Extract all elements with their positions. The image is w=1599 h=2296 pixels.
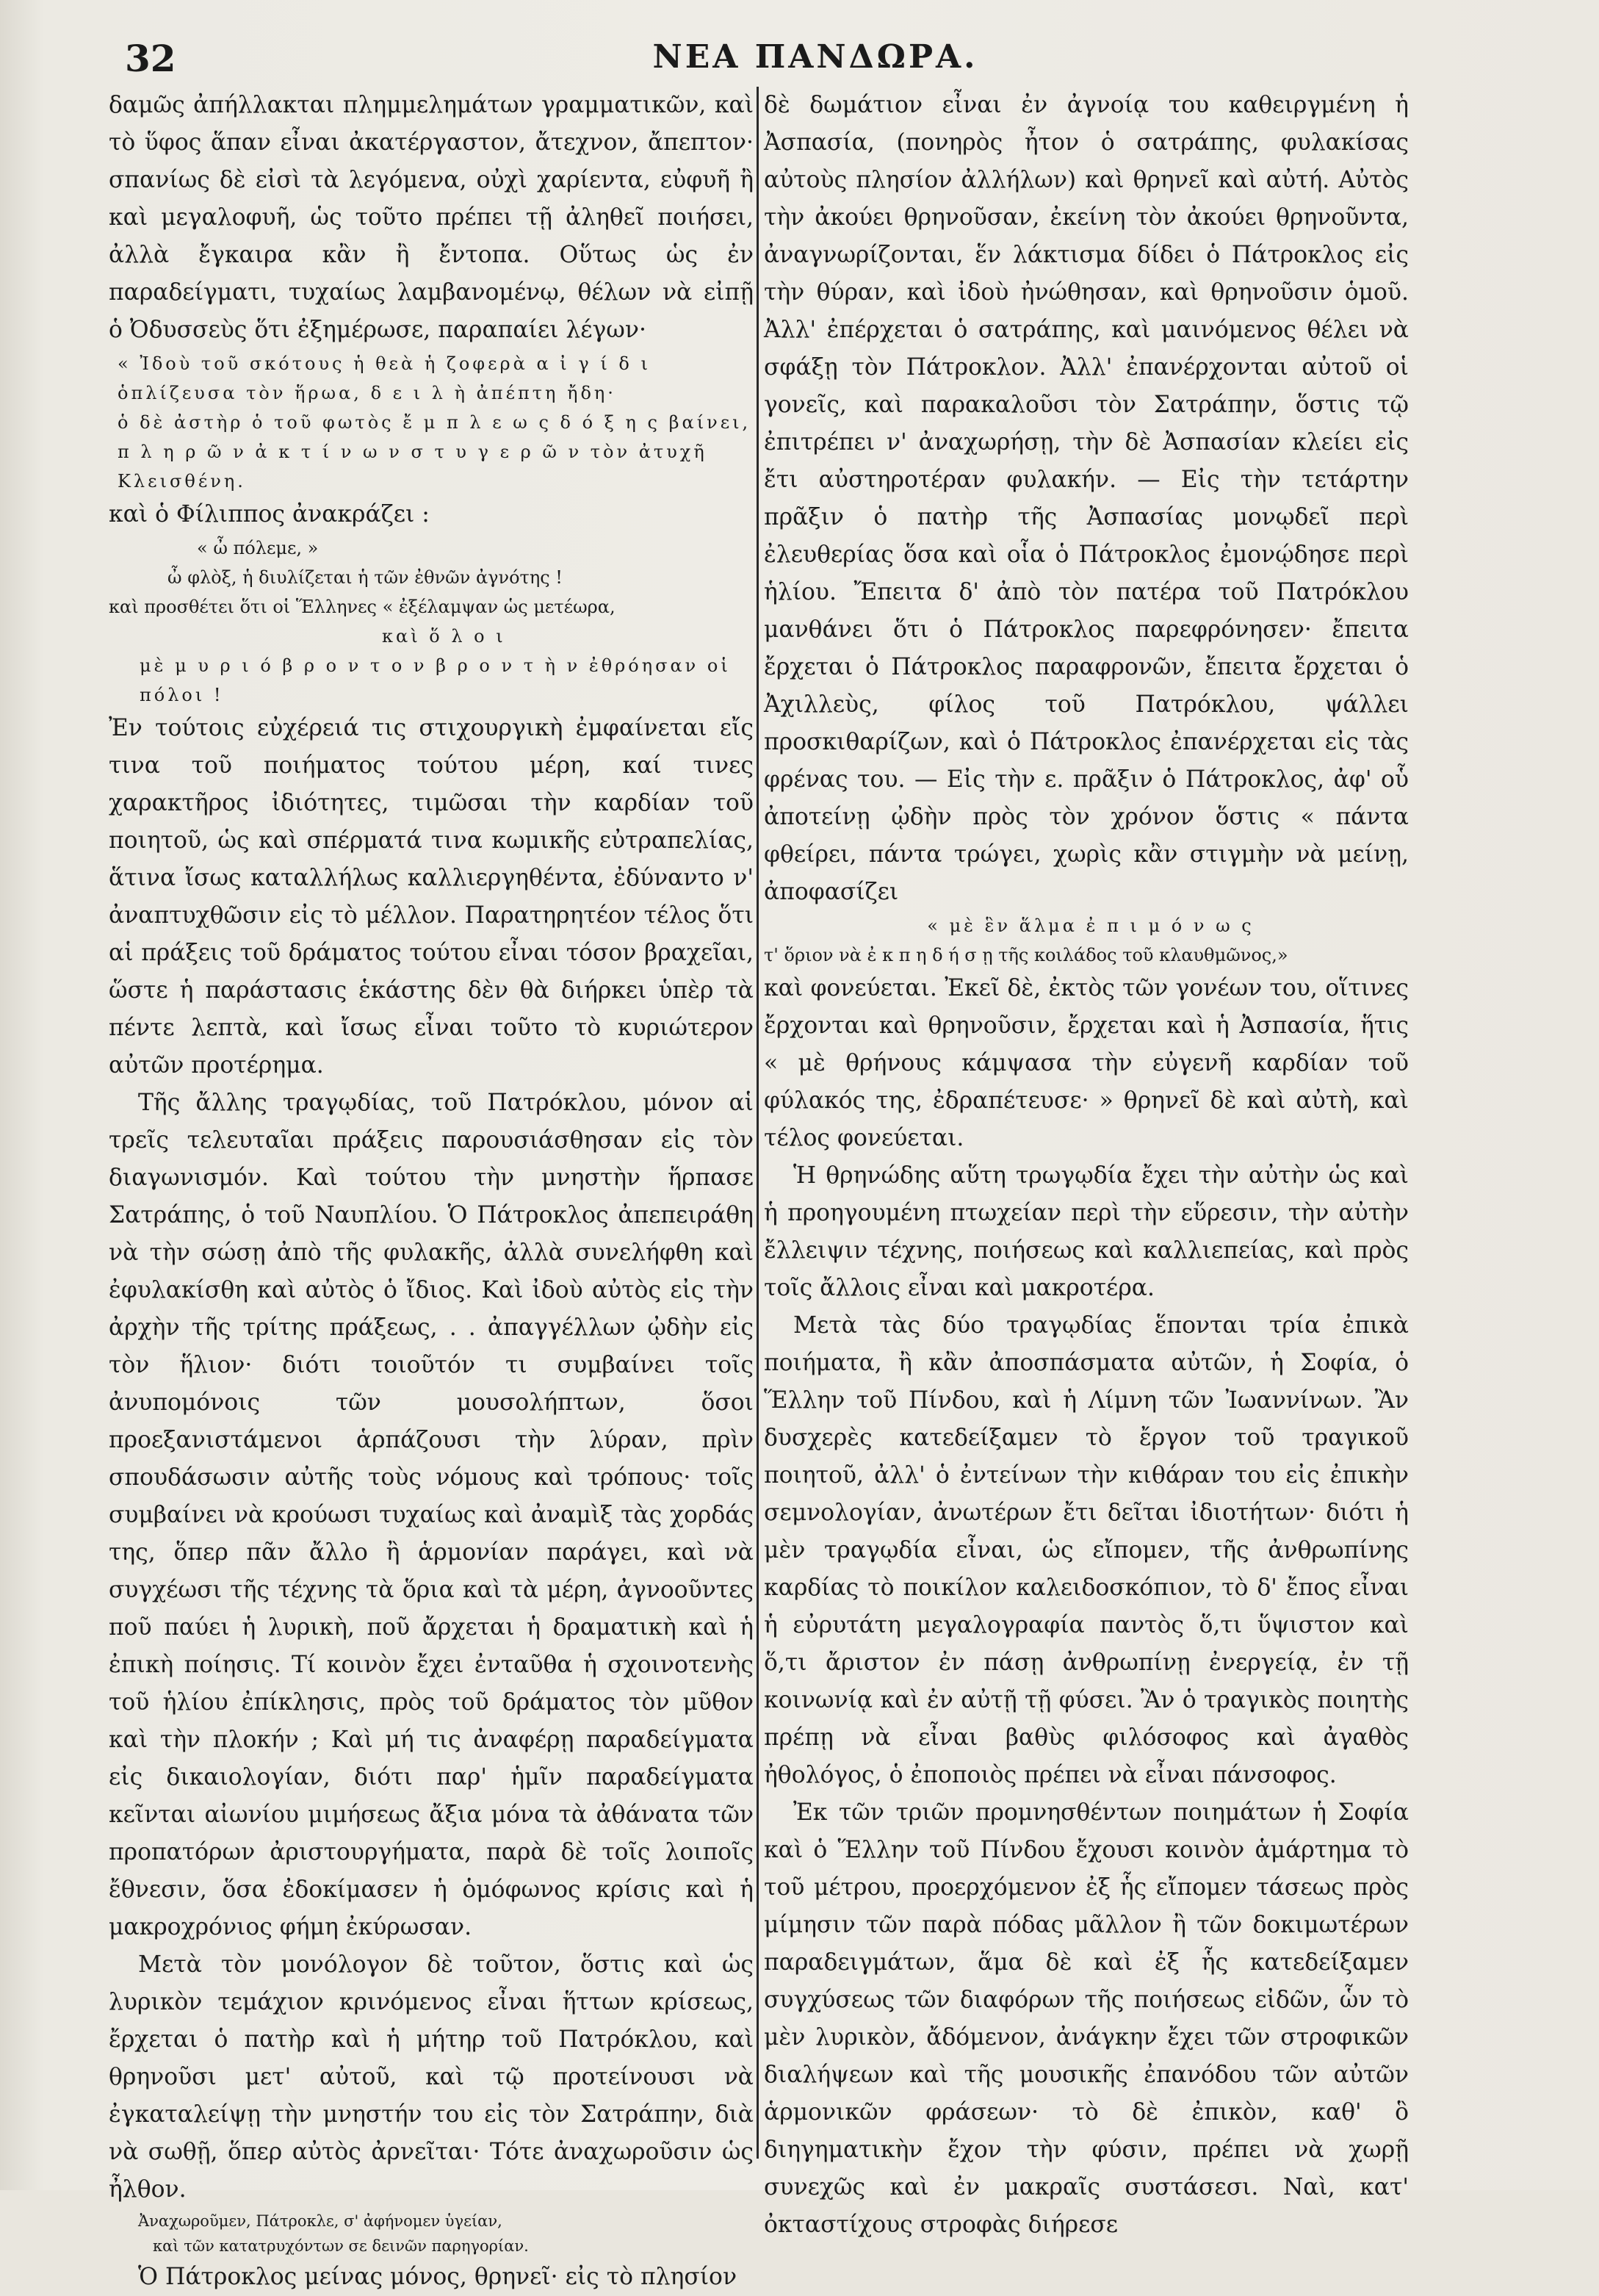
verse-line: « ὦ πόλεμε, » [197,538,319,558]
paragraph: Μετὰ τὸν μονόλογον δὲ τοῦτον, ὅστις καὶ ὡς λυρικὸν τεμάχιον κρινόμενος εἶναι ἥττων κρίσεως, ἔρχεται ὁ πατὴρ καὶ ἡ μήτηρ τοῦ Πατρόκλου, καὶ θρηνοῦσι μετ' αὐτοῦ, καὶ τῷ προτείνουσι νὰ ἐγκαταλείψῃ τὴν μνηστήν του εἰς τὸν Σατράπην, διὰ νὰ σωθῇ, ὅπερ αὐτὸς ἀρνεῖται· Τότε ἀναχωροῦσιν ὡς ἦλθον. [109,1951,754,2203]
running-title: ΝΕΑ ΠΑΝΔΩΡΑ. [652,38,978,76]
verse-block [109,622,754,710]
paragraph: Μετὰ τὰς δύο τραγῳδίας ἕπονται τρία ἐπικὰ ποιήματα, ἢ κἂν ἀποσπάσματα αὐτῶν, ἡ Σοφία, ὁ Ἕλλην τοῦ Πίνδου, καὶ ἡ Λίμνη τῶν Ἰωαννίνων. Ἂν δυσχερὲς κατεδείξαμεν τὸ ἔργον τοῦ τραγικοῦ ποιητοῦ, ἀλλ' ὁ ἐντείνων τὴν κιθάραν του εἰς ἐπικὴν σεμνολογίαν, ἀνωτέρων ἔτι δεῖται ἰδιοτήτων· διότι ἡ μὲν τραγῳδία εἶναι, ὡς εἴπομεν, τῆς ἀνθρωπίνης καρδίας τὸ ποικίλον καλειδοσκόπιον, τὸ δ' ἔπος εἶναι ἡ εὐρυτάτη μεγαλογραφία παντὸς ὅ,τι ὕψιστον καὶ ὅ,τι ἄριστον ἐν πάσῃ ἀνθρωπίνῃ ἐνεργείᾳ, ἐν τῇ κοινωνίᾳ καὶ ἐν αὐτῇ τῇ φύσει. Ἂν ὁ τραγικὸς ποιητὴς πρέπῃ νὰ εἶναι βαθὺς φιλόσοφος καὶ ἀγαθὸς ἠθολόγος, ὁ ἐποποιὸς πρέπει νὰ εἶναι πάνσοφος. [764,1312,1409,1788]
verse-line: π λ η ρ ῶ ν ἀ κ τ ί ν ω ν σ τ υ γ ε ρ ῶ ν τὸν ἀτυχῆ Κλεισθένη. [118,442,707,492]
verse-block [109,2209,754,2259]
paragraph: Ἐν τούτοις εὐχέρειά τις στιχουργικὴ ἐμφαίνεται εἴς τινα τοῦ ποιήματος τούτου μέρη, καί τινες χαρακτῆρος ἰδιότητες, τιμῶσαι τὴν καρδίαν τοῦ ποιητοῦ, ὡς καὶ σπέρματά τινα κωμικῆς εὐτραπελίας, ἅτινα ἴσως καταλλήλως καλλιεργηθέντα, ἐδύναντο ν' ἀναπτυχθῶσιν εἰς τὸ μέλλον. Παρατηρητέον τέλος ὅτι αἱ πράξεις τοῦ δράματος τούτου εἶναι τόσον βραχεῖαι, ὥστε ἡ παράστασις ἑκάστης δὲν θὰ διήρκει ὑπὲρ τὰ πέντε λεπτὰ, καὶ ἴσως εἶναι τοῦτο τὸ κυριώτερον αὐτῶν προτέρημα. [109,715,754,1079]
paragraph: Ἐκ τῶν τριῶν προμνησθέντων ποιημάτων ἡ Σοφία καὶ ὁ Ἕλλην τοῦ Πίνδου ἔχουσι κοινὸν ἁμάρτημα τὸ τοῦ μέτρου, προερχόμενον ἐξ ἧς εἴπομεν τάσεως πρὸς μίμησιν τῶν παρὰ πόδας μᾶλλον ἢ τῶν δοκιμωτέρων παραδειγμάτων, ἅμα δὲ καὶ ἐξ ἧς κατεδείξαμεν συγχύσεως τῶν διαφόρων τῆς ποιήσεως εἰδῶν, ὧν τὸ μὲν λυρικὸν, ἄδόμενον, ἀνάγκην ἔχει τῶν στροφικῶν διαλήψεων καὶ τῆς μουσικῆς ἐπανόδου τῶν αὐτῶν ἁρμονικῶν φράσεων· τὸ δὲ ἐπικὸν, καθ' ὃ διηγηματικὴν ἔχον τὴν φύσιν, πρέπει νὰ χωρῇ συνεχῶς καὶ ἐν μακραῖς συστάσεσι. Ναὶ, κατ' ὀκταστίχους στροφὰς διήρεσε [764,1799,1409,2238]
paragraph: Ὁ Πάτροκλος μείνας μόνος, θρηνεῖ· εἰς τὸ πλησίον [138,2264,737,2290]
right-column [764,87,1409,2238]
verse-line: καὶ τῶν κατατρυχόντων σε δεινῶν παρηγορίαν. [153,2237,529,2255]
verse-line: καὶ ὅ λ ο ι [382,626,506,647]
verse-line: μὲ μ υ ρ ι ό β ρ ο ν τ ο ν β ρ ο ν τ ὴ ν ἐθρόησαν οἱ πόλοι ! [140,655,731,705]
verse-line: ὁ δὲ ἀστὴρ ὁ τοῦ φωτὸς ἔ μ π λ ε ω ς δ ό ξ η ς βαίνει, [118,412,751,433]
paragraph: Τῆς ἄλλης τραγῳδίας, τοῦ Πατρόκλου, μόνον αἱ τρεῖς τελευταῖαι πράξεις παρουσιάσθησαν εἰς τὸν διαγωνισμόν. Καὶ τούτου τὴν μνηστὴν ἥρπασε Σατράπης, ὁ τοῦ Ναυπλίου. Ὁ Πάτροκλος ἀπεπειράθη νὰ τὴν σώσῃ ἀπὸ τῆς φυλακῆς, ἀλλὰ συνελήφθη καὶ ἐφυλακίσθη καὶ αὐτὸς ὁ ἴδιος. Καὶ ἰδοὺ αὐτὸς εἰς τὴν ἀρχὴν τῆς τρίτης πράξεως, . . ἀπαγγέλλων ᾠδὴν εἰς τὸν ἥλιον· διότι τοιοῦτόν τι συμβαίνει τοῖς ἀνυπομόνοις τῶν μουσολήπτων, ὅσοι προεξανιστάμενοι ἁρπάζουσι τὴν λύραν, πρὶν σπουδάσωσιν αὐτῆς τοὺς νόμους καὶ τρόπους· τοῖς συμβαίνει νὰ κρούωσι τυχαίως καὶ ἀναμὶξ τὰς χορδάς της, ὅπερ πᾶν ἄλλο ἢ ἁρμονίαν παράγει, καὶ νὰ συγχέωσι τῆς τέχνης τὰ ὅρια καὶ τὰ μέρη, ἀγνοοῦντες ποῦ παύει ἡ λυρικὴ, ποῦ ἄρχεται ἡ δραματικὴ καὶ ἡ ἐπικὴ ποίησις. Τί κοινὸν ἔχει ἐνταῦθα ἡ σχοινοτενὴς τοῦ ἡλίου ἐπίκλησις, πρὸς τοῦ δράματος τὸν μῦθον καὶ τὴν πλοκήν ; Καὶ μή τις ἀναφέρῃ παραδείγματα εἰς δικαιολογίαν, διότι παρ' ἡμῖν παραδείγματα κεῖνται αἰωνίου μιμήσεως ἄξια μόνα τὰ ἀθάνατα τῶν προπατόρων ἀριστουργήματα, παρὰ δὲ τοῖς λοιποῖς ἔθνεσιν, ὅσα ἐδοκίμασεν ἡ ὁμόφωνος κρίσις καὶ ἡ μακροχρόνιος φήμη ἐκύρωσαν. [109,1090,754,1940]
paragraph: δὲ δωμάτιον εἶναι ἐν ἀγνοίᾳ του καθειργμένη ἡ Ἀσπασία, (πονηρὸς ἦτον ὁ σατράπης, φυλακίσας αὐτοὺς πλησίον ἀλλήλων) καὶ θρηνεῖ καὶ αὐτή. Αὐτὸς τὴν ἀκούει θρηνοῦσαν, ἐκείνη τὸν ἀκούει θρηνοῦντα, ἀναγνωρίζονται, ἕν λάκτισμα δίδει ὁ Πάτροκλος εἰς τὴν θύραν, καὶ ἰδοὺ ἠνώθησαν, καὶ θρηνοῦσιν ὁμοῦ. Ἀλλ' ἐπέρχεται ὁ σατράπης, καὶ μαινόμενος θέλει νὰ σφάξῃ τὸν Πάτροκλον. Ἀλλ' ἐπανέρχονται αὐτοῦ οἱ γονεῖς, καὶ παρακαλοῦσι τὸν Σατράπην, ὅστις τῷ ἐπιτρέπει ν' ἀναχωρήσῃ, τὴν δὲ Ἀσπασίαν κλείει εἰς ἔτι αὐστηροτέραν φυλακήν. — Εἰς τὴν τετάρτην πρᾶξιν ὁ πατὴρ τῆς Ἀσπασίας μονῳδεῖ περὶ ἐλευθερίας ὅσα καὶ οἷα ὁ Πάτροκλος ἐμονῴδησε περὶ ἡλίου. Ἔπειτα δ' ἀπὸ τὸν πατέρα τοῦ Πατρόκλου μανθάνει ὅτι ὁ Πάτροκλος παρεφρόνησεν· ἔπειτα ἔρχεται ὁ Πάτροκλος παραφρονῶν, ἔπειτα ἔρχεται ὁ Ἀχιλλεὺς, φίλος τοῦ Πατρόκλου, ψάλλει προσκιθαρίζων, καὶ ὁ Πάτροκλος ἐπανέρχεται εἰς τὰς φρένας του. — Εἰς τὴν ε. πρᾶξιν ὁ Πάτροκλος, ἀφ' οὗ ἀποτείνῃ ᾠδὴν πρὸς τὸν χρόνον ὅστις « πάντα φθείρει, πάντα τρώγει, χωρὶς κἂν στιγμὴν νὰ μείνῃ, ἀποφασίζει [764,92,1409,905]
paragraph: δαμῶς ἀπήλλακται πλημμελημάτων γραμματικῶν, καὶ τὸ ὕφος ἅπαν εἶναι ἀκατέργαστον, ἄτεχνον, ἄπεπτον· σπανίως δὲ εἰσὶ τὰ λεγόμενα, οὐχὶ χαρίεντα, εὐφυῆ ἢ καὶ μεγαλοφυῆ, ὡς τοῦτο πρέπει τῇ ἀληθεῖ ποιήσει, ἀλλὰ ἔγκαιρα κἂν ἢ ἔντοπα. Οὕτως ὡς ἐν παραδείγματι, τυχαίως λαμβανομένῳ, θέλων νὰ εἰπῇ ὁ Ὀδυσσεὺς ὅτι ἐξημέρωσε, παραπαίει λέγων· [109,92,754,343]
verse-line: « μὲ ἓν ἅλμα ἐ π ι μ ό ν ω ς [927,915,1255,936]
verse-line: « Ἰδοὺ τοῦ σκότους ἡ θεὰ ἡ ζοφερὰ α ἰ γ ί δ ι [118,353,651,374]
verse-block [109,533,754,592]
verse-line: Ἀναχωροῦμεν, Πάτροκλε, σ' ἀφήνομεν ὑγείαν, [138,2212,502,2230]
page-header [125,29,1506,81]
verse-line: ὁπλίζευσα τὸν ἥρωα, δ ε ι λ ὴ ἀπέπτη ἤδη· [118,383,616,403]
text-line: καὶ ὁ Φίλιππος ἀνακράζει : [109,501,430,528]
verse-line: ὦ φλὸξ, ἡ διυλίζεται ἡ τῶν ἐθνῶν ἀγνότης ! [167,567,563,588]
verse-block [109,349,754,496]
text-line: καὶ προσθέτει ὅτι οἱ Ἕλληνες « ἐξέλαμψαν ὡς μετέωρα, [109,597,616,617]
page-number: 32 [125,37,176,80]
left-column [109,87,754,2290]
column-divider [757,87,759,2159]
text-line: τ' ὅριον νὰ ἐ κ π η δ ή σ ῃ τῆς κοιλάδος τοῦ κλαυθμῶνος,» [764,945,1288,965]
paragraph: Ἡ θρηνώδης αὕτη τρωγῳδία ἔχει τὴν αὐτὴν ὡς καὶ ἡ προηγουμένη πτωχείαν περὶ τὴν εὕρεσιν, τὴν αὐτὴν ἔλλειψιν τέχνης, ποιήσεως καὶ καλλιεπείας, καὶ πρὸς τοῖς ἄλλοις εἶναι καὶ μακροτέρα. [764,1162,1409,1301]
paragraph: καὶ φονεύεται. Ἐκεῖ δὲ, ἐκτὸς τῶν γονέων του, οἵτινες ἔρχονται καὶ θρηνοῦσιν, ἔρχεται καὶ ἡ Ἀσπασία, ἥτις « μὲ θρήνους κάμψασα τὴν εὐγενῆ καρδίαν τοῦ φύλακός της, ἐδραπέτευσε· » θρηνεῖ δὲ καὶ αὐτὴ, καὶ τέλος φονεύεται. [764,975,1409,1151]
